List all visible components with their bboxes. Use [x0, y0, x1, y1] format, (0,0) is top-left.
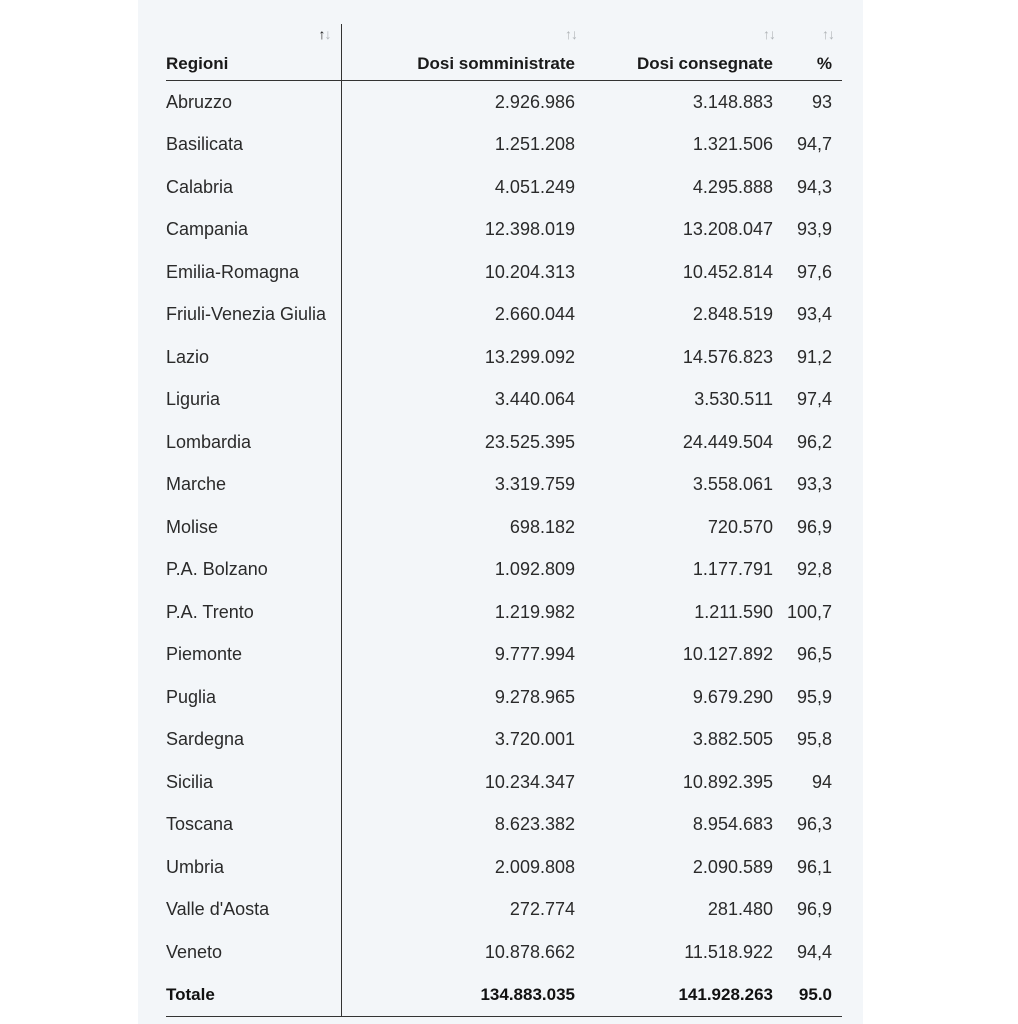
cell-region: P.A. Bolzano: [166, 549, 341, 592]
table-row: [166, 761, 842, 804]
cell-region: Emilia-Romagna: [166, 251, 341, 294]
cell-percent: 96,5: [796, 644, 832, 665]
cell-dosi-somministrate: 2.926.986: [494, 91, 575, 112]
table-header-row: [166, 24, 842, 81]
table-row: [166, 124, 842, 167]
cell-percent: 91,2: [796, 346, 832, 367]
cell-percent: 95,8: [796, 729, 832, 750]
column-header-label: Dosi somministrate: [417, 54, 575, 73]
cell-percent: 100,7: [786, 601, 832, 622]
sort-arrows-icon[interactable]: ↑↓: [763, 26, 775, 42]
total-cell-dosi-somministrate: 134.883.035: [341, 974, 585, 1017]
cell-percent: 94: [811, 771, 832, 792]
table-row: [166, 251, 842, 294]
cell-dosi-somministrate: 10.878.662: [484, 941, 575, 962]
column-header-dosi-consegnate[interactable]: [585, 24, 783, 81]
cell-percent: 96,2: [796, 431, 832, 452]
cell-region: Molise: [166, 506, 341, 549]
table-panel: [138, 0, 863, 1024]
cell-percent: 93,3: [796, 474, 832, 495]
cell-dosi-somministrate: 1.251.208: [494, 134, 575, 155]
table-row: [166, 549, 842, 592]
total-cell-region: Totale: [166, 974, 341, 1017]
cell-dosi-somministrate: 3.720.001: [494, 729, 575, 750]
cell-dosi-consegnate: 8.954.683: [692, 814, 773, 835]
cell-dosi-somministrate: 3.319.759: [494, 474, 575, 495]
column-header-label: Regioni: [166, 54, 229, 73]
cell-dosi-consegnate: 10.127.892: [682, 644, 773, 665]
sort-arrows-icon[interactable]: ↑↓: [565, 26, 577, 42]
cell-dosi-consegnate: 720.570: [707, 516, 773, 537]
cell-region: Puglia: [166, 676, 341, 719]
column-header-percent[interactable]: [783, 24, 842, 81]
cell-dosi-consegnate: 3.558.061: [692, 474, 773, 495]
cell-dosi-consegnate: 3.148.883: [692, 91, 773, 112]
table-row: [166, 846, 842, 889]
cell-dosi-somministrate: 10.234.347: [484, 771, 575, 792]
cell-dosi-somministrate: 23.525.395: [484, 431, 575, 452]
cell-region: P.A. Trento: [166, 591, 341, 634]
cell-dosi-consegnate: 4.295.888: [692, 176, 773, 197]
cell-percent: 96,9: [796, 516, 832, 537]
cell-dosi-somministrate: 13.299.092: [484, 346, 575, 367]
cell-percent: 92,8: [796, 559, 832, 580]
table-row: [166, 591, 842, 634]
total-cell-percent: 95.0: [783, 974, 842, 1017]
cell-percent: 93,4: [796, 304, 832, 325]
cell-region: Lombardia: [166, 421, 341, 464]
cell-dosi-consegnate: 14.576.823: [682, 346, 773, 367]
table-row: [166, 506, 842, 549]
cell-dosi-consegnate: 1.211.590: [694, 601, 773, 622]
cell-percent: 93,9: [796, 219, 832, 240]
cell-percent: 97,4: [796, 389, 832, 410]
cell-dosi-consegnate: 11.518.922: [684, 941, 773, 962]
table-row: [166, 166, 842, 209]
cell-dosi-somministrate: 1.219.982: [494, 601, 575, 622]
cell-percent: 96,1: [796, 856, 832, 877]
cell-dosi-somministrate: 1.092.809: [494, 559, 575, 580]
cell-percent: 96,3: [796, 814, 832, 835]
table-row: [166, 676, 842, 719]
cell-region: Valle d'Aosta: [166, 889, 341, 932]
cell-region: Calabria: [166, 166, 341, 209]
cell-region: Basilicata: [166, 124, 341, 167]
cell-region: Piemonte: [166, 634, 341, 677]
table-row: [166, 81, 842, 124]
cell-region: Umbria: [166, 846, 341, 889]
cell-region: Lazio: [166, 336, 341, 379]
cell-dosi-consegnate: 24.449.504: [682, 431, 773, 452]
cell-dosi-consegnate: 3.882.505: [692, 729, 773, 750]
cell-dosi-consegnate: 1.321.506: [692, 134, 773, 155]
cell-dosi-somministrate: 2.660.044: [494, 304, 575, 325]
cell-percent: 94,4: [796, 941, 832, 962]
column-header-regioni[interactable]: [166, 24, 341, 81]
total-cell-dosi-consegnate: 141.928.263: [585, 974, 783, 1017]
table-row: [166, 209, 842, 252]
cell-region: Toscana: [166, 804, 341, 847]
table-row: [166, 294, 842, 337]
cell-dosi-somministrate: 3.440.064: [494, 389, 575, 410]
cell-dosi-consegnate: 2.090.589: [692, 856, 773, 877]
cell-percent: 94,7: [796, 134, 832, 155]
cell-percent: 93: [811, 91, 832, 112]
cell-region: Campania: [166, 209, 341, 252]
cell-dosi-somministrate: 4.051.249: [494, 176, 575, 197]
cell-dosi-consegnate: 281.480: [707, 899, 773, 920]
cell-region: Sardegna: [166, 719, 341, 762]
cell-dosi-consegnate: 13.208.047: [682, 219, 773, 240]
cell-dosi-somministrate: 272.774: [509, 899, 575, 920]
cell-dosi-somministrate: 9.278.965: [494, 686, 575, 707]
table-row: [166, 464, 842, 507]
cell-percent: 94,3: [796, 176, 832, 197]
cell-region: Friuli-Venezia Giulia: [166, 294, 341, 337]
sort-arrows-icon[interactable]: ↑↓: [822, 26, 834, 42]
cell-dosi-somministrate: 2.009.808: [494, 856, 575, 877]
table-total-row: [166, 974, 842, 1017]
sort-arrows-icon[interactable]: ↑↓: [318, 26, 331, 42]
table-row: [166, 719, 842, 762]
table-body: [166, 81, 842, 1017]
table-row: [166, 889, 842, 932]
cell-dosi-somministrate: 12.398.019: [484, 219, 575, 240]
cell-percent: 95,9: [796, 686, 832, 707]
cell-dosi-somministrate: 10.204.313: [484, 261, 575, 282]
table-row: [166, 931, 842, 974]
table-row: [166, 804, 842, 847]
cell-region: Sicilia: [166, 761, 341, 804]
cell-dosi-consegnate: 2.848.519: [692, 304, 773, 325]
cell-dosi-consegnate: 10.452.814: [682, 261, 773, 282]
column-header-label: Dosi consegnate: [636, 54, 773, 73]
table-row: [166, 379, 842, 422]
cell-dosi-consegnate: 9.679.290: [692, 686, 773, 707]
cell-dosi-somministrate: 9.777.994: [494, 644, 575, 665]
cell-dosi-consegnate: 10.892.395: [682, 771, 773, 792]
cell-region: Abruzzo: [166, 81, 341, 124]
table-row: [166, 336, 842, 379]
cell-region: Veneto: [166, 931, 341, 974]
column-header-label: %: [816, 54, 832, 73]
table-row: [166, 421, 842, 464]
cell-dosi-somministrate: 8.623.382: [494, 814, 575, 835]
cell-dosi-somministrate: 698.182: [509, 516, 575, 537]
cell-percent: 97,6: [796, 261, 832, 282]
cell-dosi-consegnate: 1.177.791: [692, 559, 773, 580]
cell-region: Liguria: [166, 379, 341, 422]
vaccination-table: [166, 24, 842, 1017]
column-header-dosi-somministrate[interactable]: [341, 24, 585, 81]
cell-dosi-consegnate: 3.530.511: [694, 389, 773, 410]
cell-region: Marche: [166, 464, 341, 507]
table-row: [166, 634, 842, 677]
cell-percent: 96,9: [796, 899, 832, 920]
